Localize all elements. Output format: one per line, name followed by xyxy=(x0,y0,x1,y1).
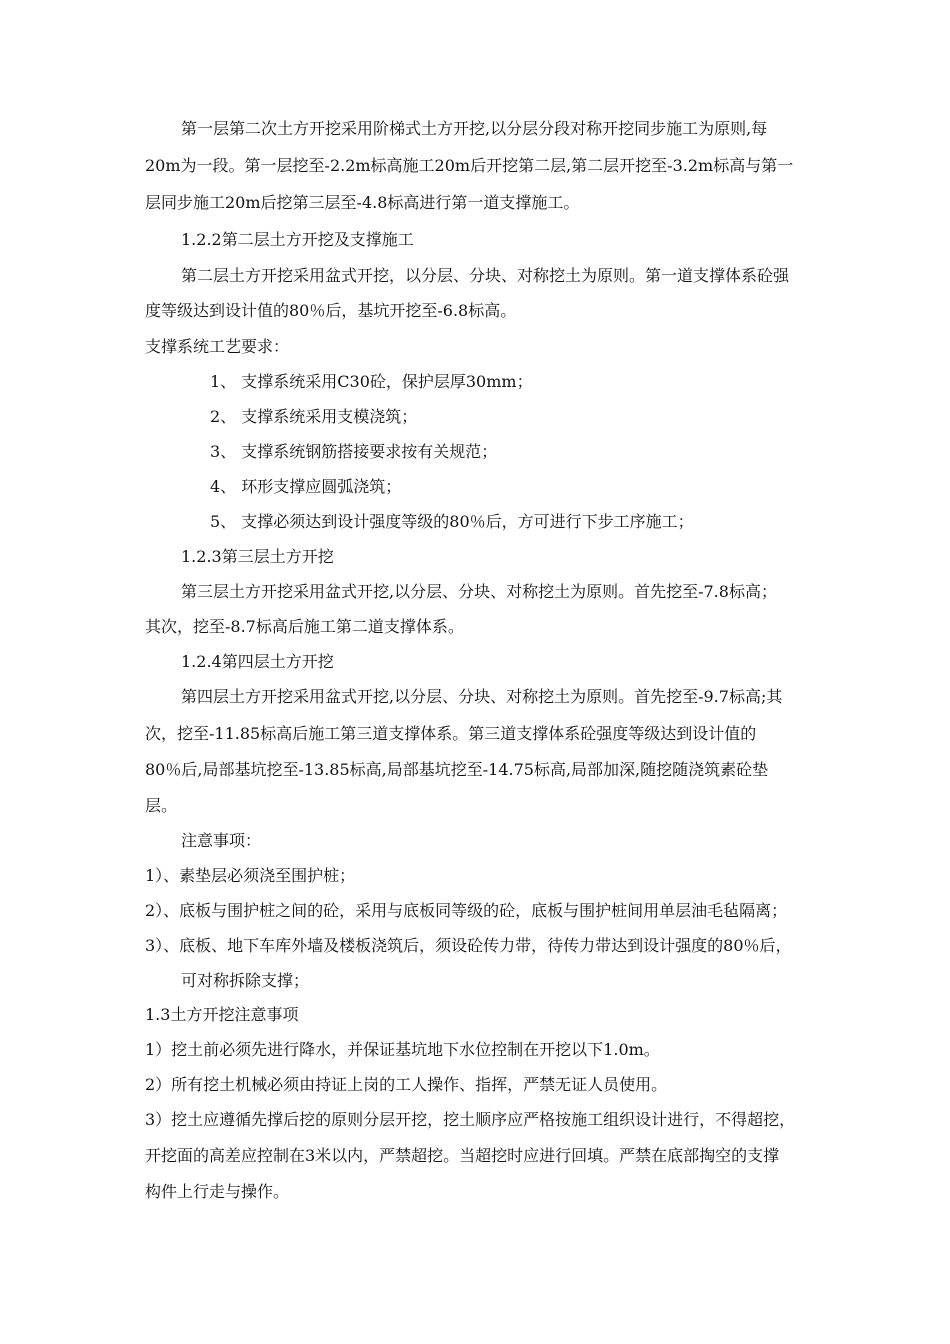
section-heading-1-2-3: 1.2.3第三层土方开挖 xyxy=(181,547,334,566)
paragraph-line: 层同步施工20m后挖第三层至-4.8标高进行第一道支撑施工。 xyxy=(145,193,580,212)
paragraph-line: 其次，挖至-8.7标高后施工第二道支撑体系。 xyxy=(145,617,464,636)
list-item: 4、 环形支撑应圆弧浇筑； xyxy=(210,477,402,496)
paragraph-line: 支撑系统工艺要求： xyxy=(145,337,290,356)
paragraph-line: 度等级达到设计值的80％后，基坑开挖至-6.8标高。 xyxy=(145,301,517,320)
paragraph-line: 构件上行走与操作。 xyxy=(145,1182,290,1201)
list-item: 2、 支撑系统采用支模浇筑； xyxy=(210,407,418,426)
paragraph-line: 第二层土方开挖采用盆式开挖，以分层、分块、对称挖土为原则。第一道支撑体系砼强 xyxy=(181,266,790,285)
paragraph-line: 第三层土方开挖采用盆式开挖,以分层、分块、对称挖土为原则。首先挖至-7.8标高； xyxy=(181,582,777,601)
paragraph-line: 20m为一段。第一层挖至-2.2m标高施工20m后开挖第二层,第二层开挖至-3.2m标高与第一 xyxy=(145,156,794,175)
section-heading-1-2-4: 1.2.4第四层土方开挖 xyxy=(181,652,334,671)
note-item: 2）、底板与围护桩之间的砼，采用与底板同等级的砼，底板与围护桩间用单层油毛毡隔离； xyxy=(145,901,788,920)
note-item: 3）、底板、地下车库外墙及楼板浇筑后，须设砼传力带，待传力带达到设计强度的80％后， xyxy=(145,936,792,955)
list-item: 1、 支撑系统采用C30砼，保护层厚30mm； xyxy=(210,372,533,391)
list-item: 1）挖土前必须先进行降水，并保证基坑地下水位控制在开挖以下1.0m。 xyxy=(145,1040,660,1059)
paragraph-line: 第一层第二次土方开挖采用阶梯式土方开挖,以分层分段对称开挖同步施工为原则,每 xyxy=(181,119,768,138)
paragraph-line: 层。 xyxy=(145,796,178,815)
section-heading-1-3: 1.3土方开挖注意事项 xyxy=(145,1005,299,1024)
note-item-continuation: 可对称拆除支撑； xyxy=(181,971,310,990)
list-item: 2）所有挖土机械必须由持证上岗的工人操作、指挥，严禁无证人员使用。 xyxy=(145,1075,668,1094)
list-item: 3、 支撑系统钢筋搭接要求按有关规范； xyxy=(210,442,498,461)
paragraph-line: 第四层土方开挖采用盆式开挖,以分层、分块、对称挖土为原则。首先挖至-9.7标高;其 xyxy=(181,687,783,706)
notes-heading: 注意事项： xyxy=(181,831,262,850)
paragraph-line: 次，挖至-11.85标高后施工第三道支撑体系。第三道支撑体系砼强度等级达到设计值的 xyxy=(145,724,757,743)
list-item: 3）挖土应遵循先撑后挖的原则分层开挖，挖土顺序应严格按施工组织设计进行，不得超挖， xyxy=(145,1110,796,1129)
note-item: 1）、素垫层必须浇至围护桩； xyxy=(145,866,356,885)
list-item: 5、 支撑必须达到设计强度等级的80％后，方可进行下步工序施工； xyxy=(210,512,694,531)
section-heading-1-2-2: 1.2.2第二层土方开挖及支撑施工 xyxy=(181,230,414,249)
paragraph-line: 开挖面的高差应控制在3米以内，严禁超挖。当超挖时应进行回填。严禁在底部掏空的支撑 xyxy=(145,1146,780,1165)
paragraph-line: 80％后,局部基坑挖至-13.85标高,局部基坑挖至-14.75标高,局部加深,随挖随浇筑素砼垫 xyxy=(145,760,769,779)
